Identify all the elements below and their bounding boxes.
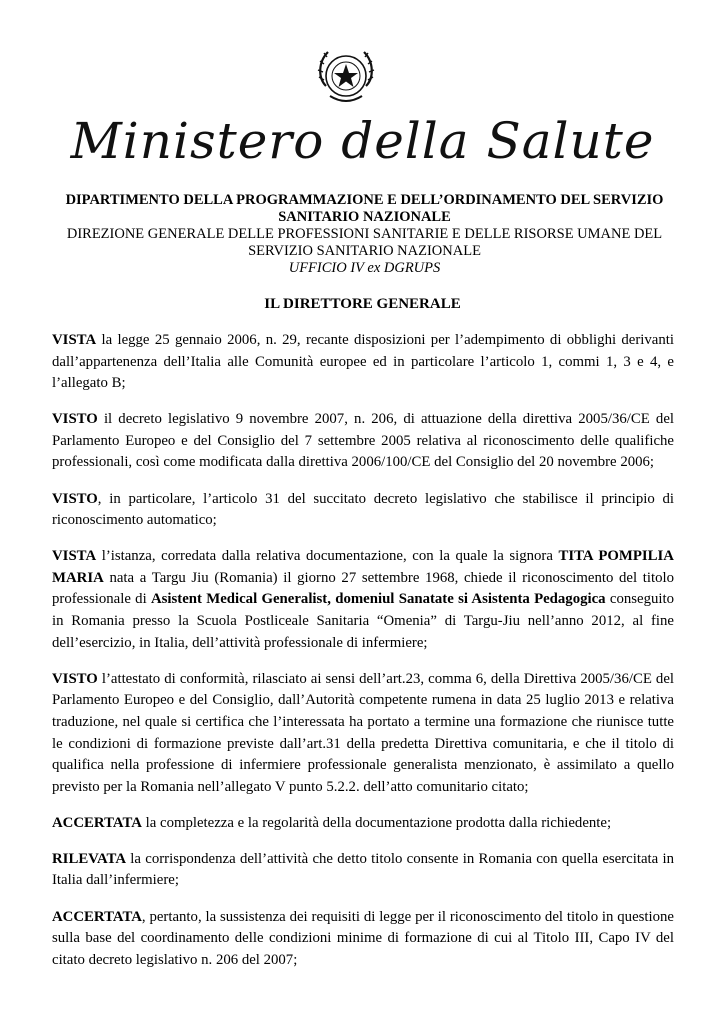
document-body xyxy=(52,330,674,986)
direction-heading: DIREZIONE GENERALE DELLE PROFESSIONI SANITARIE E DELLE RISORSE UMANE DEL SERVIZIO SANITARIO NAZIONALE xyxy=(66,226,663,259)
paragraph-keyword: ACCERTATA xyxy=(52,908,142,925)
paragraph xyxy=(52,489,674,532)
office-heading: UFFICIO IV ex DGRUPS xyxy=(288,260,441,276)
paragraph-text: l’attestato di conformità, rilasciato ai sensi dell’art.23, comma 6, della Direttiva 2005/36/CE del Parlamento Europeo e del Consiglio, dall’Autorità competente rumena in data 25 luglio 2013 e relativa traduzione, nel quale si certifica che l’interessata ha portato a termine una formazione che riunisce tutte le condizioni di formazione previste dall’art.31 della predetta Direttiva comunitaria, e che il titolo di qualifica nella professione di infermiere professionale generalista menzionato, è assimilato a quello previsto per la Romania nell’allegato V punto 5.2.2. dell’atto comunitario citato; xyxy=(52,670,674,795)
paragraph-text: il decreto legislativo 9 novembre 2007, n. 206, di attuazione della direttiva 2005/36/CE del Parlamento Europeo e del Consiglio del 7 settembre 2005 relativa al riconoscimento delle qualifiche professionali, così come modificata dalla direttiva 2006/100/CE del Consiglio del 20 novembre 2006; xyxy=(52,411,674,471)
paragraph-text: la completezza e la regolarità della documentazione prodotta dalla richiedente; xyxy=(141,814,612,831)
italian-republic-emblem-icon xyxy=(312,42,380,110)
paragraph-text: la legge 25 gennaio 2006, n. 29, recante disposizioni per l’adempimento di obblighi derivanti dall’appartenenza dell’Italia alle Comunità europee ed in particolare l’articolo 1, commi 1, 3 e 4, e l’allegato B; xyxy=(52,332,674,392)
paragraph-keyword: RILEVATA xyxy=(52,850,127,867)
paragraph-keyword: VISTA xyxy=(52,548,97,565)
paragraph-text: nata a Targu Jiu (Romania) il giorno 27 settembre 1968, chiede il riconoscimento del titolo professionale di xyxy=(52,569,674,608)
paragraph xyxy=(52,330,674,395)
paragraph-text: , pertanto, la sussistenza dei requisiti di legge per il riconoscimento del titolo in questione sulla base del coordinamento delle condizioni minime di formazione di cui al Titolo III, Capo IV del citato decreto legislativo n. 206 del 2007; xyxy=(52,908,674,968)
paragraph xyxy=(52,669,674,799)
department-heading: DIPARTIMENTO DELLA PROGRAMMAZIONE E DELL’ORDINAMENTO DEL SERVIZIO SANITARIO NAZIONALE xyxy=(65,192,664,225)
paragraph-keyword: VISTO xyxy=(52,411,98,428)
paragraph-text: , in particolare, l’articolo 31 del succitato decreto legislativo che stabilisce il principio di riconoscimento automatico; xyxy=(52,490,674,529)
paragraph xyxy=(52,409,674,474)
paragraph-keyword: VISTA xyxy=(52,332,97,348)
paragraph xyxy=(52,907,674,972)
paragraph xyxy=(52,546,674,654)
qualification-title: Asistent Medical Generalist, domeniul Sanatate si Asistenta Pedagogica xyxy=(150,591,606,608)
paragraph-keyword: VISTO xyxy=(52,670,98,687)
paragraph-keyword: ACCERTATA xyxy=(52,814,142,831)
paragraph-keyword: VISTO xyxy=(52,490,98,507)
applicant-name: TITA POMPILIA MARIA xyxy=(52,548,674,586)
paragraph-text: la corrispondenza dell’attività che detto titolo consente in Romania con quella esercitata in Italia dall’infermiere; xyxy=(52,850,674,889)
paragraph-text: conseguito in Romania presso la Scuola Postliceale Sanitaria “Omenia” di Targu-Jiu nell’anno 2012, al fine dell’esercizio, in Italia, dell’attività professionale di infermiere; xyxy=(52,591,674,651)
paragraph xyxy=(52,813,674,835)
ministry-title: Ministero della Salute xyxy=(70,112,655,170)
paragraph-text: l’istanza, corredata dalla relativa documentazione, con la quale la signora xyxy=(96,548,559,565)
paragraph xyxy=(52,849,674,892)
document-title: IL DIRETTORE GENERALE xyxy=(264,296,461,312)
